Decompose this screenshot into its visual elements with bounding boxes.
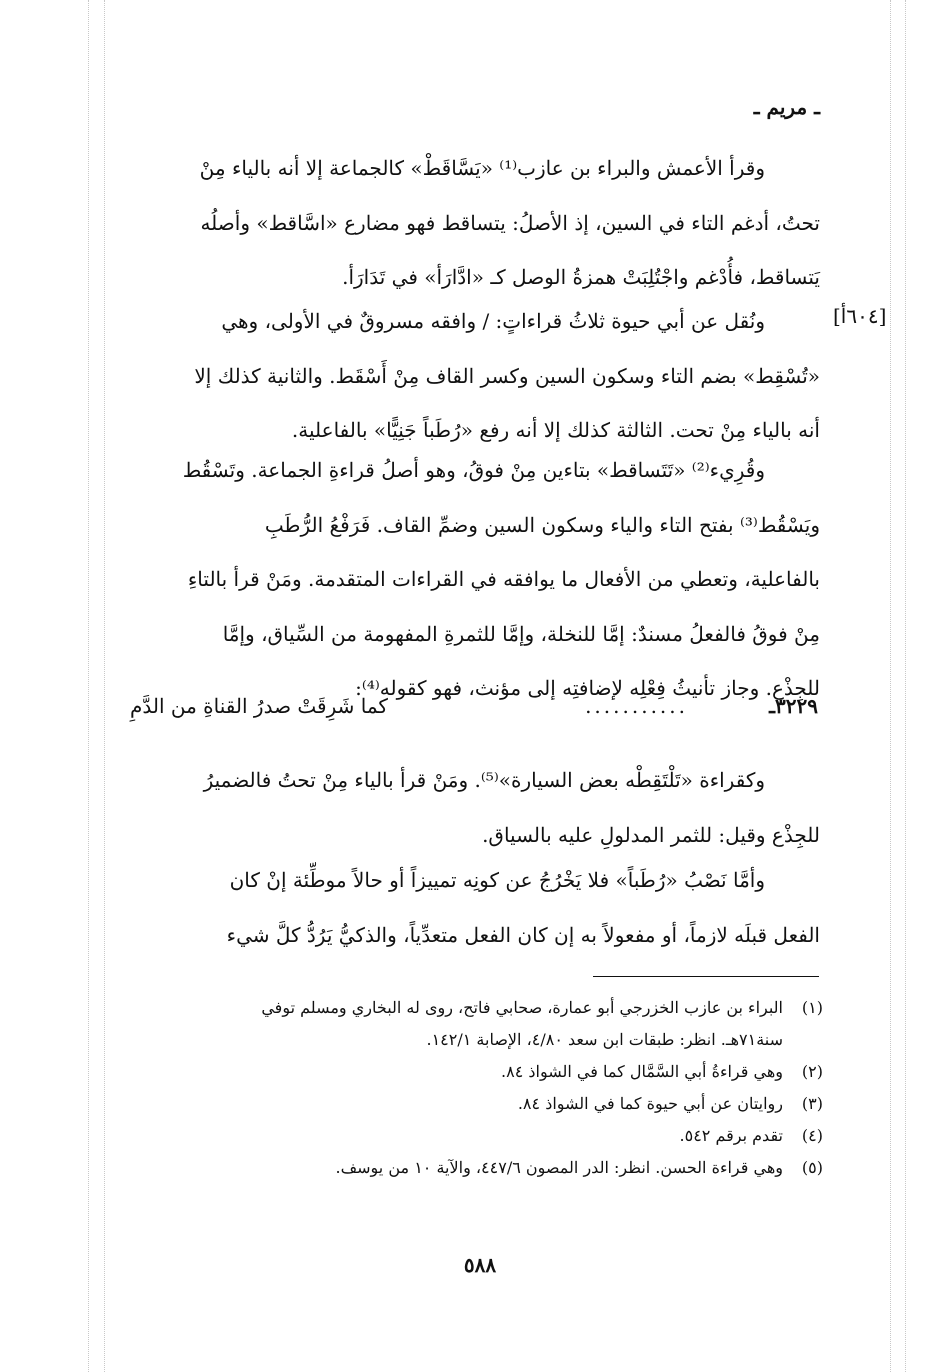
footnote [125,1056,823,1088]
text-line: وأمَّا نَصْبُ «رُطَباً» فلا يَخْرُجُ عن كونِه تمييزاً أو حالاً موطِّئة إنْ كان [229,868,765,892]
text-line: للجِذْع وقيل: للثمر المدلولِ عليه بالسياق. [482,822,820,847]
footnote [125,1120,823,1152]
paragraph-1 [120,141,820,305]
verse-text: كما شَرِقَتْ صدرُ القناةِ من الدَّمِ [130,694,388,718]
footnote-line: وهي قراءةُ أبي السَّمَّال كما في الشواذ ٨٤. [501,1062,783,1081]
footnote-line: البراء بن عازب الخزرجي أبو عمارة، صحابي فاتح، روى له البخاري ومسلم توفي [261,998,783,1017]
verse-ellipsis: ........... [585,694,688,718]
text-line: بالفاعلية، وتعطي من الأفعال ما يوافقه في القراءات المتقدمة. ومَنْ قرأ بالتاءِ [187,567,820,591]
verse-number: ٣٢٢٩ـ [769,694,818,718]
footnote-number: (٥) [801,1158,823,1177]
running-header: ـ مريم ـ [753,95,820,119]
text-line: أنه بالياء مِنْ تحت. الثالثة كذلك إلا أنه رفع «رُطَباً جَنِيًّا» بالفاعلية. [291,418,820,442]
text-line: ونُقل عن أبي حيوة ثلاثُ قراءاتٍ: / وافقه مسروقٌ في الأولى، وهي [221,309,765,333]
text-line: وقرأ الأعمش والبراء بن عازب⁽¹⁾ «يَسَّاقَطْ» كالجماعة إلا أنه بالياء مِنْ [199,156,765,180]
text-line: وقُرِيء⁽²⁾ «تَتَساقط» بتاءين مِنْ فوقُ، وهو أصلُ قراءةِ الجماعة. وتَسْقُط [182,458,765,482]
poetry-verse [130,694,818,738]
text-line: الفعل قبلَه لازماً، أو مفعولاً به إن كان الفعل متعدِّياً، والذكيُّ يَرُدُّ كلَّ شيء [226,922,820,947]
text-line: يَتساقط، فأُدْغم واجْتُلِبَتْ همزةُ الوصل كـ «ادَّارَأ» في تَدَارَأ. [342,265,820,289]
footnote-line: روايتان عن أبي حيوة كما في الشواذ ٨٤. [517,1094,783,1113]
text-line: تحتُ، أدغم التاء في السين، إذ الأصلُ: يتساقط فهو مضارع «اسَّاقط» وأصلُه [200,210,820,235]
text-line: للجِذْع. وجاز تأنيثُ فِعْلِه لإضافتِه إلى مؤنث، فهو كقوله⁽⁴⁾: [355,676,820,700]
footnote-separator [593,976,819,977]
footnote [125,1088,823,1120]
footnote-number: (٣) [801,1094,823,1113]
footnote-line: تقدم برقم ٥٤٢. [679,1126,783,1145]
manuscript-folio-marker: [٦٠٤أ] [833,304,887,328]
text-line: مِنْ فوقُ فالفعلُ مسندٌ: إمَّا للنخلة، وإمَّا للثمرةِ المفهومة من السِّياق، وإمَّا [222,621,820,646]
text-line: ويَسْقُط⁽³⁾ بفتح التاء والياء وسكون السين وضمِّ القاف. فَرَفْعُ الرُّطَبِ [264,512,820,537]
footnote-number: (١) [801,998,823,1017]
text-line: وكقراءة «تَلْتَقِطْه بعض السيارة»⁽⁵⁾. ومَنْ قرأ بالياء مِنْ تحتُ فالضميرُ [203,768,765,792]
paragraph-4 [120,753,820,862]
footnote [125,992,823,1056]
paragraph-2 [120,294,820,458]
text-line: «تُسْقِط» بضم التاء وسكون السين وكسر القاف مِنْ أَسْقَط. والثانية كذلك إلا [194,363,820,388]
footnote [125,1152,823,1184]
footnote-line: وهي قراءة الحسن. انظر: الدر المصون ٤٤٧/٦، والآية ١٠ من يوسف. [335,1158,783,1177]
paragraph-5 [120,853,820,962]
page-number: ٥٨٨ [463,1253,497,1277]
footnote-number: (٤) [801,1126,823,1145]
footnote-number: (٢) [801,1062,823,1081]
footnote-line: سنة٧١هـ. انظر: طبقات ابن سعد ٤/٨٠، الإصابة ١٤٢/١. [426,1030,783,1049]
paragraph-3 [120,443,820,716]
footnotes [125,992,823,1184]
